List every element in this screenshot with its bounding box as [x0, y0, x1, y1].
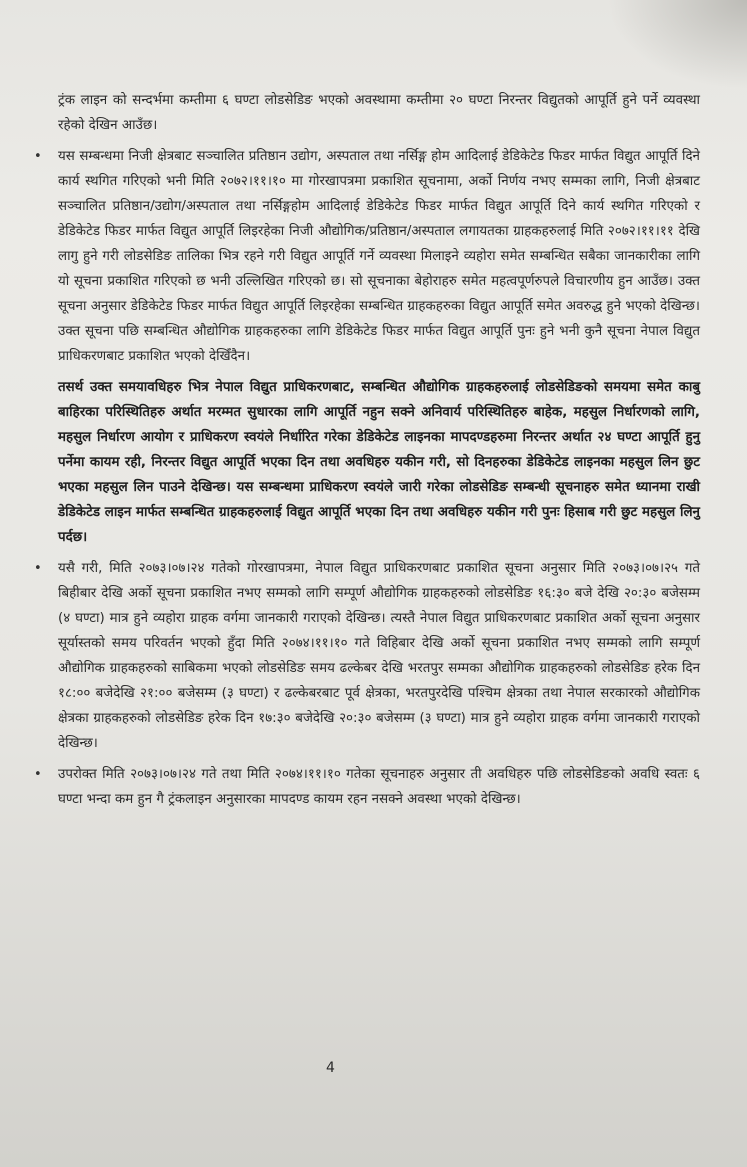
paragraph-text: यस सम्बन्धमा निजी क्षेत्रबाट सञ्चालित प्रतिष्ठान उद्योग, अस्पताल तथा नर्सिङ्ग होम आदिलाई डेडिकेटेड फिडर मार्फत विद्युत आपूर्ति दिने कार्य स्थगित गरिएको भनी मिति २०७२।११।१० मा गोरखापत्रमा प्रकाशित सूचनामा, अर्को निर्णय नभए सम्मका लागि, निजी क्षेत्रबाट सञ्चालित प्रतिष्ठान/उद्योग/अस्पताल तथा नर्सिङ्गहोम आदिलाई डेडिकेटेड फिडर मार्फत विद्युत आपूर्ति दिने कार्य स्थगित गरिएको र डेडिकेटेड फिडर मार्फत विद्युत आपूर्ति लिइरहेका निजी औद्योगिक/प्रतिष्ठान/अस्पताल लगायतका ग्राहकहरुलाई मिति २०७२।११।११ देखि लागु हुने गरी लोडसेडिङ तालिका भित्र रहने गरी विद्युत आपूर्ति गर्ने व्यवस्था मिलाइने व्यहोरा समेत सम्बन्धित सबैका जानकारीका लागि यो सूचना प्रकाशित गरिएको छ भनी उल्लिखित गरिएको छ। सो सूचनाका बेहोराहरु समेत महत्वपूर्णरुपले विचारणीय हुन आउँछ। उक्त सूचना अनुसार डेडिकेटेड फिडर मार्फत विद्युत आपूर्ति लिइरहेका सम्बन्धित ग्राहकहरुका विद्युत आपूर्ति समेत अवरुद्ध हुने भएको देखिन्छ। उक्त सूचना पछि सम्बन्धित औद्योगिक ग्राहकहरुका लागि डेडिकेटेड फिडर मार्फत विद्युत आपूर्ति पुनः हुने भनी कुनै सूचना नेपाल विद्युत प्राधिकरणबाट प्रकाशित भएको देखिँदैन। [58, 149, 700, 364]
bullet-paragraph-dedicated-feeder [30, 144, 700, 369]
paragraph-text: उपरोक्त मिति २०७३।०७।२४ गते तथा मिति २०७४।११।१० गतेका सूचनाहरु अनुसार ती अवधिहरु पछि लोडसेडिङको अवधि स्वतः ६ घण्टा भन्दा कम हुन गै ट्रंकलाइन अनुसारका मापदण्ड कायम रहन नसक्ने अवस्था भएको देखिन्छ। [58, 767, 700, 807]
paragraph-text: यसै गरी, मिति २०७३।०७।२४ गतेको गोरखापत्रमा, नेपाल विद्युत प्राधिकरणबाट प्रकाशित सूचना अनुसार मिति २०७३।०७।२५ गते बिहीबार देखि अर्को सूचना प्रकाशित नभए सम्मको लागि सम्पूर्ण औद्योगिक ग्राहकहरुको लोडसेडिङ १६:३० बजे देखि २०:३० बजेसम्म (४ घण्टा) मात्र हुने व्यहोरा ग्राहक वर्गमा जानकारी गराएको देखिन्छ। त्यस्तै नेपाल विद्युत प्राधिकरणबाट प्रकाशित अर्को सूचना अनुसार सूर्यास्तको समय परिवर्तन भएको हुँदा मिति २०७४।११।१० गते विहिबार देखि अर्को सूचना प्रकाशित नभए सम्मको लागि सम्पूर्ण औद्योगिक ग्राहकहरुको साबिकमा भएको लोडसेडिङ समय ढल्केबर देखि भरतपुर सम्मका औद्योगिक ग्राहकहरुको लोडसेडिङ हरेक दिन १८:०० बजेदेखि २१:०० बजेसम्म (३ घण्टा) र ढल्केबरबाट पूर्व क्षेत्रका, भरतपुरदेखि पश्चिम क्षेत्रका तथा नेपाल सरकारको औद्योगिक क्षेत्रका ग्राहकहरुको लोडसेडिङ हरेक दिन १७:३० बजेदेखि २०:३० बजेसम्म (३ घण्टा) मात्र हुने व्यहोरा ग्राहक वर्गमा जानकारी गराएको देखिन्छ। [58, 561, 700, 751]
bullet-paragraph-loadshedding-notices [30, 556, 700, 756]
bullet-paragraph-trunkline [30, 762, 700, 812]
document-body [30, 88, 700, 818]
bullet-icon: • [34, 561, 42, 576]
page-corner-shadow [607, 0, 747, 90]
paragraph-conclusion: तसर्थ उक्त समयावधिहरु भित्र नेपाल विद्युत प्राधिकरणबाट, सम्बन्धित औद्योगिक ग्राहकहरुलाई लोडसेडिङको समयमा समेत काबु बाहिरका परिस्थितिहरु अर्थात मरम्मत सुधारका लागि आपूर्ति नहुन सक्ने अनिवार्य परिस्थितिहरु बाहेक, महसुल निर्धारणको लागि, महसुल निर्धारण आयोग र प्राधिकरण स्वयंले निर्धारित गरेका डेडिकेटेड लाइनका मापदण्डहरुमा निरन्तर अर्थात २४ घण्टा आपूर्ति हुनु पर्नेमा कायम रही, निरन्तर विद्युत आपूर्ति भएका दिन तथा अवधिहरु यकीन गरी, सो दिनहरुका डेडिकेटेड लाइनका महसुल लिन छुट भएका महसुल लिन पाउने देखिन्छ। यस सम्बन्धमा प्राधिकरण स्वयंले जारी गरेका लोडसेडिङ सम्बन्धी सूचनाहरु समेत ध्यानमा राखी डेडिकेटेड लाइन मार्फत सम्बन्धित ग्राहकहरुलाई विद्युत आपूर्ति भएका दिन तथा अवधिहरु यकीन गरी पुनः हिसाब गरी छुट महसुल लिनु पर्दछ। [58, 380, 700, 545]
bullet-icon: • [34, 149, 42, 164]
paragraph-continuation: ट्रंक लाइन को सन्दर्भमा कम्तीमा ६ घण्टा लोडसेडिङ भएको अवस्थामा कम्तीमा २० घण्टा निरन्तर विद्युतको आपूर्ति हुने पर्ने व्यवस्था रहेको देखिन आउँछ। [58, 93, 700, 133]
bullet-icon: • [34, 767, 42, 782]
page-number: 4 [326, 1060, 335, 1076]
